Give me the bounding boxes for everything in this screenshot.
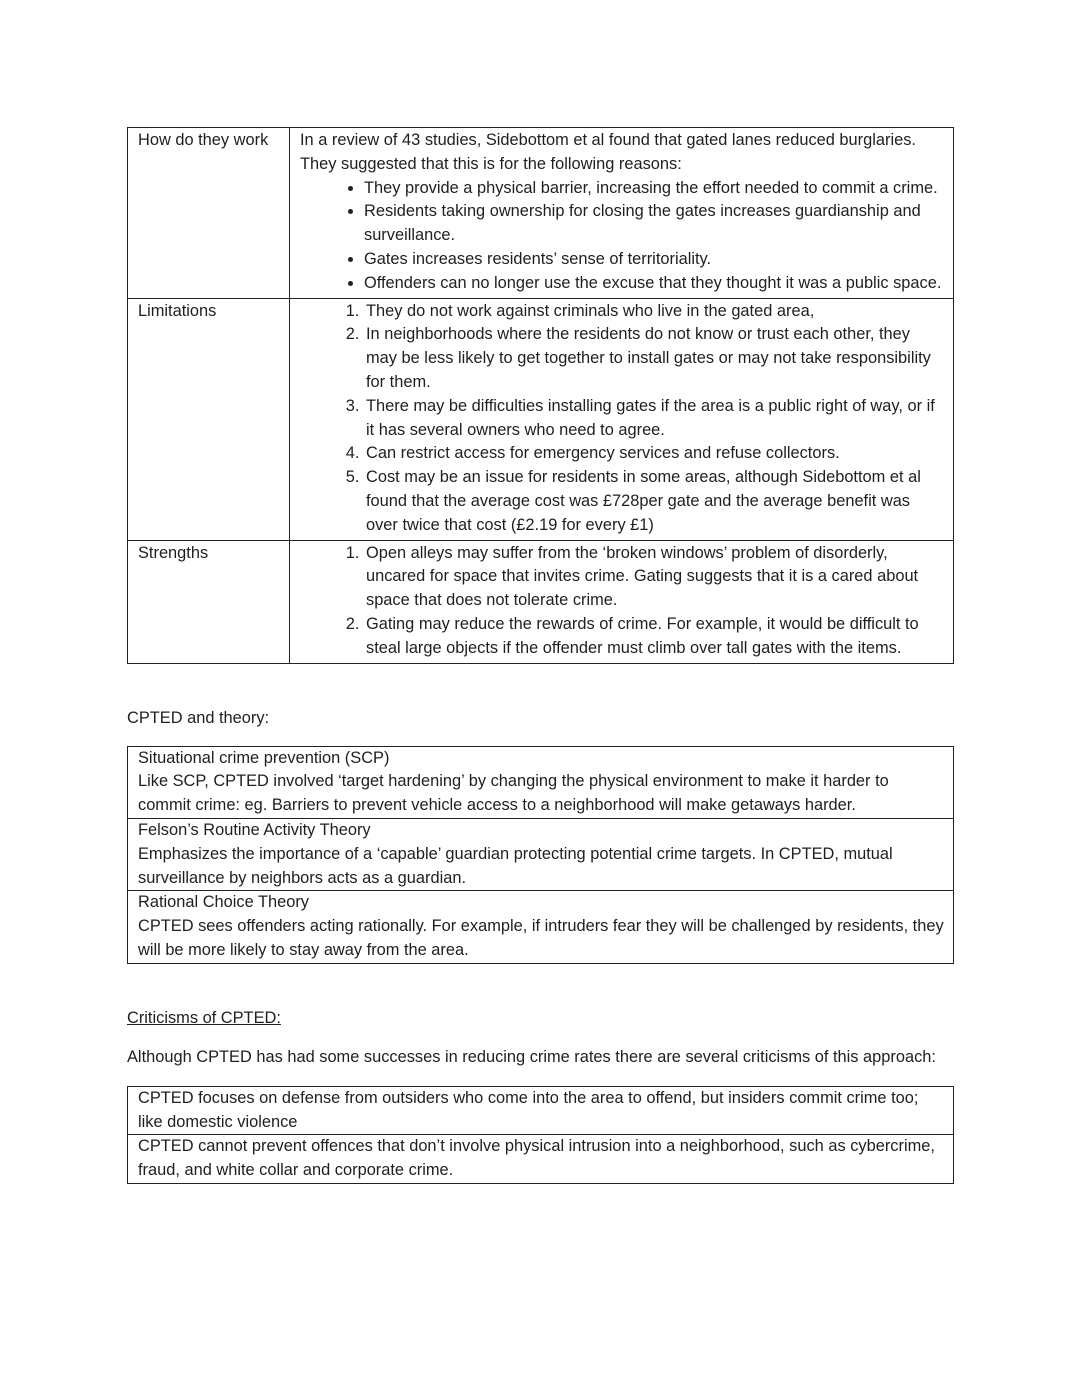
limitations-content [290,298,954,540]
list-item: 2. In neighborhoods where the residents do not know or trust each other, they may be less likely to get together to install gates or may not take responsibility for them. [364,323,943,394]
document-page [127,127,954,1184]
list-item: 1. Open alleys may suffer from the ‘broken windows’ problem of disorderly, uncared for space that invites crime. Gating suggests that it is a cared about space that does not tolerate crime. [364,542,943,613]
list-item: • They provide a physical barrier, increasing the effort needed to commit a crime. [364,177,943,201]
list-item: 4. Can restrict access for emergency services and refuse collectors. [364,442,943,466]
how-row [128,128,954,299]
table-row [128,818,954,890]
theory-text: Like SCP, CPTED involved ‘target hardening’ by changing the physical environment to make it harder to commit crime: eg. Barriers to prevent vehicle access to a neighborhood will make getaways harder. [138,772,889,815]
limitations-list [300,300,943,538]
how-content [290,128,954,299]
list-item: • Residents taking ownership for closing the gates increases guardianship and surveillance. [364,200,943,248]
list-item: 5. Cost may be an issue for residents in some areas, although Sidebottom et al found that the average cost was £728per gate and the average benefit was over twice that cost (£2.19 for every £1) [364,466,943,537]
criticisms-heading: Criticisms of CPTED: [127,1008,281,1027]
limitations-row [128,298,954,540]
list-item: • Offenders can no longer use the excuse that they thought it was a public space. [364,272,943,296]
theory-text: CPTED sees offenders acting rationally. For example, if intruders fear they will be challenged by residents, they will be more likely to stay away from the area. [138,917,944,959]
strengths-label: Strengths [128,540,290,663]
theory-title: Rational Choice Theory [138,893,309,912]
theory-cell [128,891,954,963]
theory-title: Situational crime prevention (SCP) [138,748,390,767]
list-item: • Gates increases residents’ sense of territoriality. [364,248,943,272]
criticisms-table [127,1086,954,1184]
theory-heading: CPTED and theory: [127,708,270,727]
theory-cell [128,746,954,818]
list-item: 1. They do not work against criminals who live in the gated area, [364,300,943,324]
table-row [128,1086,954,1135]
table-row [128,891,954,963]
how-points-list [300,177,943,296]
theory-title: Felson’s Routine Activity Theory [138,820,371,839]
table-row [128,746,954,818]
theory-cell [128,818,954,890]
table-row [128,1135,954,1184]
strengths-content [290,540,954,663]
theory-text: Emphasizes the importance of a ‘capable’ guardian protecting potential crime targets. In CPTED, mutual surveillance by neighbors acts as a guardian. [138,844,893,887]
criticism-cell: CPTED focuses on defense from outsiders who come into the area to offend, but insiders commit crime too; like domestic violence [128,1086,954,1135]
criticisms-intro: Although CPTED has had some successes in reducing crime rates there are several criticisms of this approach: [127,1047,936,1066]
strengths-row [128,540,954,663]
list-item: 3. There may be difficulties installing gates if the area is a public right of way, or if it has several owners who need to agree. [364,395,943,443]
how-label: How do they work [128,128,290,299]
strengths-list [300,542,943,661]
theory-table [127,746,954,964]
list-item: 2. Gating may reduce the rewards of crime. For example, it would be difficult to steal large objects if the offender must climb over tall gates with the items. [364,613,943,661]
how-intro: In a review of 43 studies, Sidebottom et al found that gated lanes reduced burglaries. They suggested that this is for the following reasons: [300,131,916,173]
criticism-cell: CPTED cannot prevent offences that don’t involve physical intrusion into a neighborhood, such as cybercrime, fraud, and white collar and corporate crime. [128,1135,954,1184]
limitations-label: Limitations [128,298,290,540]
gated-lanes-table [127,127,954,664]
